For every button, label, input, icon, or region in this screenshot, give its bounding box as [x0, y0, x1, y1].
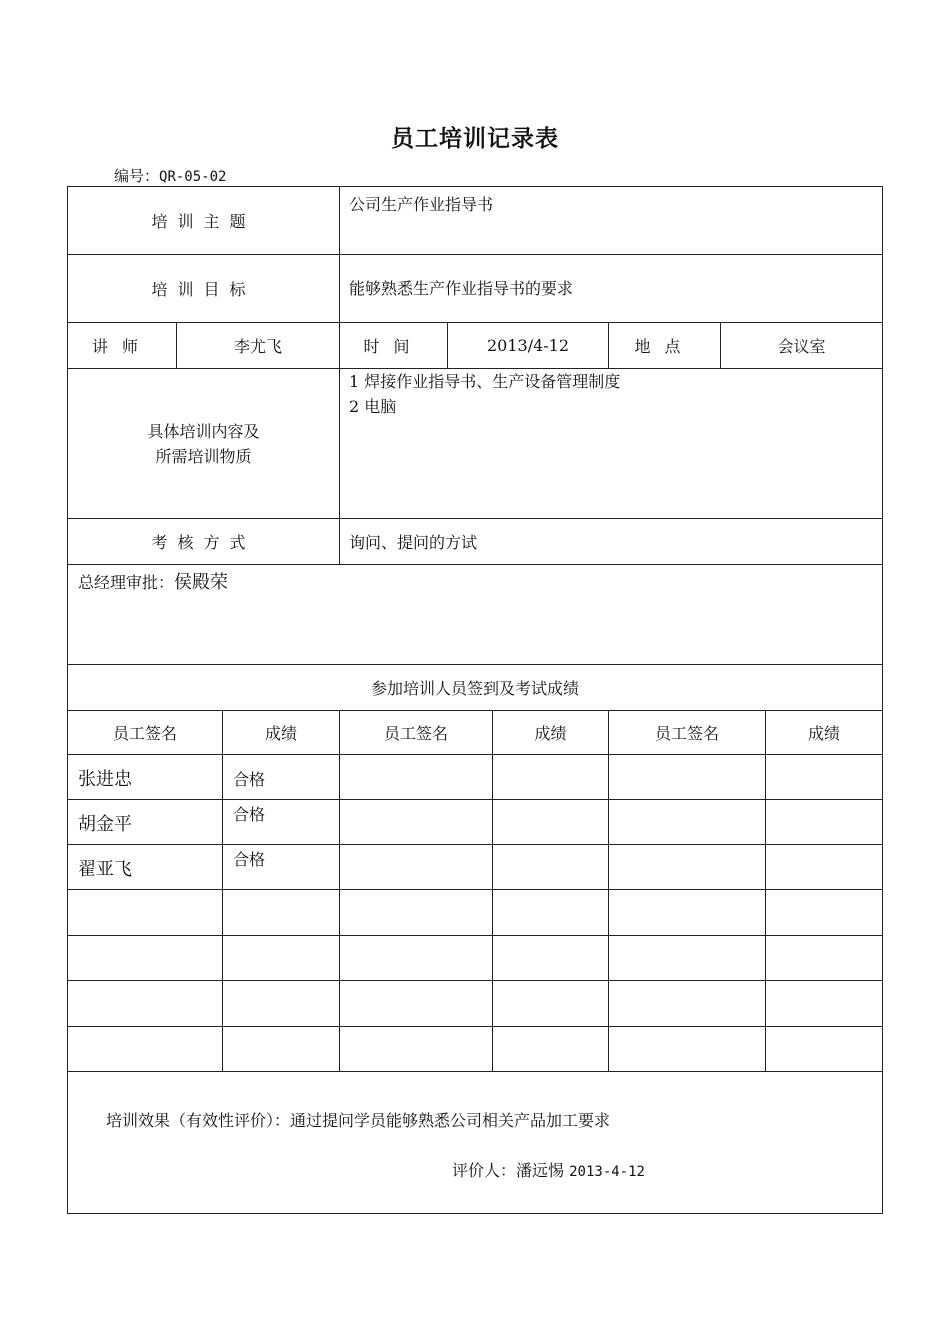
document-number: [114, 165, 226, 186]
score-cell: [492, 935, 609, 981]
signature-cell: [67, 1026, 223, 1072]
signature-cell: [608, 754, 766, 800]
score-cell: [222, 1026, 340, 1072]
signature-cell: [67, 980, 223, 1027]
doc-no-label: 编号：: [114, 167, 160, 185]
topic-value: 公司生产作业指导书: [339, 186, 883, 255]
page-title: 员工培训记录表: [391, 125, 559, 152]
evaluator-label: 评价人：潘远惕: [452, 1161, 565, 1180]
goal-label: 培训目标: [67, 254, 340, 323]
score-cell: [765, 889, 883, 936]
col-header-score: 成绩: [765, 710, 883, 755]
score-cell: [492, 799, 609, 845]
signature-cell: [67, 889, 223, 936]
score-cell: [492, 980, 609, 1027]
score-cell: [492, 844, 609, 890]
signature-cell: [608, 799, 766, 845]
evaluator: [452, 1158, 645, 1181]
signature-cell: 张进忠: [67, 754, 223, 800]
score-cell: 合格: [222, 844, 340, 890]
place-value: 会议室: [720, 322, 883, 369]
signature-cell: [608, 980, 766, 1027]
signature-cell: 胡金平: [67, 799, 223, 845]
lecturer-value: 李尤飞: [176, 322, 340, 369]
col-header-name: 员工签名: [608, 710, 766, 755]
score-cell: 合格: [222, 799, 340, 845]
evaluation-text: 培训效果（有效性评价）：通过提问学员能够熟悉公司相关产品加工要求: [106, 1111, 611, 1130]
score-cell: [492, 1026, 609, 1072]
approval-cell: [67, 564, 883, 665]
signature-cell: 翟亚飞: [67, 844, 223, 890]
assessment-label: 考核方式: [67, 518, 340, 565]
col-header-name: 员工签名: [339, 710, 493, 755]
approval-signature: 侯殿荣: [174, 572, 229, 593]
signature-cell: [339, 980, 493, 1027]
score-cell: [765, 844, 883, 890]
signature-cell: [339, 754, 493, 800]
score-cell: 合格: [222, 754, 340, 800]
score-cell: [222, 889, 340, 936]
content-item: 1 焊接作业指导书、生产设备管理制度: [349, 372, 621, 391]
content-value: [339, 368, 883, 519]
signature-cell: [608, 889, 766, 936]
goal-value: 能够熟悉生产作业指导书的要求: [339, 254, 883, 323]
signature-cell: [339, 844, 493, 890]
attendance-header: 参加培训人员签到及考试成绩: [67, 664, 883, 711]
content-label: [67, 368, 340, 519]
time-value: 2013/4-12: [447, 322, 609, 369]
signature-cell: [608, 935, 766, 981]
score-cell: [765, 980, 883, 1027]
signature-cell: [339, 799, 493, 845]
score-cell: [222, 980, 340, 1027]
evaluation-cell: [67, 1071, 883, 1214]
content-label-line1: 具体培训内容及: [147, 421, 260, 441]
score-cell: [222, 935, 340, 981]
signature-cell: [67, 935, 223, 981]
approval-label: 总经理审批：: [78, 573, 175, 592]
signature-cell: [608, 1026, 766, 1072]
content-label-line2: 所需培训物质: [155, 446, 252, 466]
signature-cell: [339, 1026, 493, 1072]
time-label: 时间: [339, 322, 448, 369]
content-item: 2 电脑: [349, 397, 397, 416]
place-label: 地点: [608, 322, 721, 369]
col-header-name: 员工签名: [67, 710, 223, 755]
score-cell: [765, 935, 883, 981]
col-header-score: 成绩: [492, 710, 609, 755]
assessment-value: 询问、提问的方试: [339, 518, 883, 565]
score-cell: [765, 1026, 883, 1072]
signature-cell: [608, 844, 766, 890]
doc-no-value: QR-05-02: [159, 169, 227, 185]
topic-label: 培训主题: [67, 186, 340, 255]
signature-cell: [339, 935, 493, 981]
score-cell: [492, 754, 609, 800]
lecturer-label: 讲师: [67, 322, 177, 369]
signature-cell: [339, 889, 493, 936]
score-cell: [765, 754, 883, 800]
col-header-score: 成绩: [222, 710, 340, 755]
evaluation-date: 2013-4-12: [569, 1164, 645, 1180]
score-cell: [765, 799, 883, 845]
score-cell: [492, 889, 609, 936]
